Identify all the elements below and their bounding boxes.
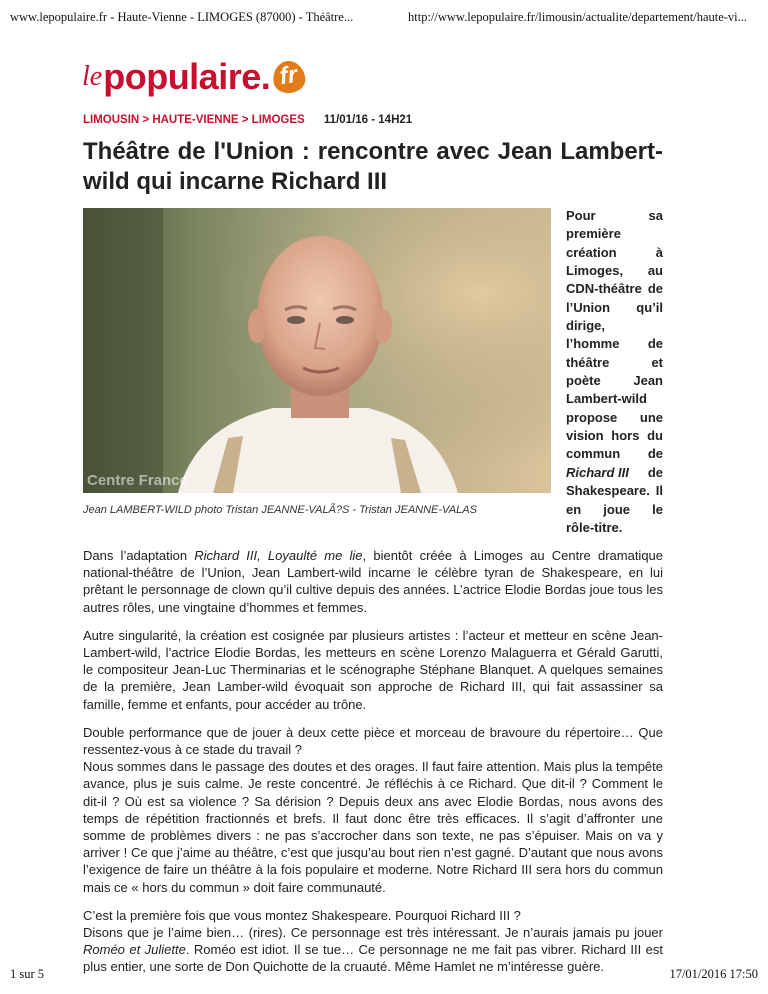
article-body [83,547,663,987]
lede-line: création à [566,244,663,260]
photo-caption: Jean LAMBERT-WILD photo Tristan JEANNE-VALÃ?S - Tristan JEANNE-VALAS [83,504,477,516]
logo-dot: . [260,56,271,97]
lede-line: première [566,226,621,242]
lede-line: dirige, [566,318,606,334]
print-page-url: http://www.lepopulaire.fr/limousin/actualite/departement/haute-vi... [408,10,748,24]
lede-line: Shakespeare. Il [566,483,663,499]
lede-line: Lambert-wild [566,391,647,407]
article-paragraph [83,724,663,896]
print-page-title: www.lepopulaire.fr - Haute-Vienne - LIMOGES (87000) - Théâtre... [10,10,354,24]
site-logo[interactable] [82,55,305,99]
lede-line: théâtre et [566,354,663,370]
page-count: 1 sur 5 [10,967,45,981]
interview-question: C’est la première fois que vous montez Shakespeare. Pourquoi Richard III ? [83,907,521,923]
article-paragraph: Autre singularité, la création est cosignée par plusieurs artistes : l’acteur et metteur en scène Jean-Lambert-wild, l’actrice Elodie Bordas, les metteurs en scène Lorenzo Malaguerra et Gérald Garutti, le compositeur Jean-Luc Therminarias et le scénographe Stéphane Blanquet. A quelques semaines de la première, Jean Lamber-wild évoquait son approche de Richard III, qui fait assassiner sa famille, femme et enfants, pour accéder au trône. [83,627,663,712]
print-datetime: 17/01/2016 17:50 [669,967,758,981]
lede-line: Pour sa [566,208,663,223]
logo-name: populaire [103,56,261,97]
interview-answer: Nous sommes dans le passage des doutes et des orages. Il faut faire attention. Mais plus la tempête avance, plus je suis calme. Je reste concentré. Je réfléchis à ce Richard. Que dit-il ? Comment le dit-il ? Où est sa violence ? Sa dérision ? Depuis deux ans avec Elodie Bordas, nous avons des temps de répétition fractionnés et brefs. Il faut donc être très efficaces. Il s’agit d’affronter une somme de problèmes divers : ne pas s’accrocher dans son texte, ne pas s’épuiser. Mais on va y arriver ! Ce que j’aime au théâtre, c’est que jusqu’au bout rien n’est gagné. D’autant que nous avons l’exigence de faire un théâtre à la fois populaire et moderne. Notre Richard III sera hors du commun mais ce « hors du commun » doit faire communauté. [83,759,663,895]
portrait-illustration [83,208,551,493]
lede-line: rôle-titre. [566,519,623,535]
lede-line: Limoges, au [566,263,663,279]
lede-line: CDN-théâtre de [566,281,663,297]
article-paragraph: Dans l’adaptation Richard III, Loyaulté me lie, bientôt créée à Limoges au Centre dramatique national-théâtre de l’Union, Jean Lambert-wild incarne le célèbre tyran de Shakespeare, en lui prêtant le personnage de clown qu’il cultive depuis des années. L’actrice Elodie Bordas joue tous les autres rôles, une vingtaine d’hommes et femmes. [83,548,664,615]
interview-answer: Disons que je l’aime bien… (rires). Ce personnage est très intéressant. Je n’aurais jamais pu jouer Roméo et Juliette. Roméo est idiot. Il se tue… Ce personnage ne me fait pas vibrer. Richard III est plus entier, une sorte de Don Quichotte de la cruauté. Même Hamlet ne m’intéresse guère. [83,925,663,975]
logo-tld-badge: fr [271,59,307,95]
lede-line: poète Jean [566,373,663,389]
lede-line: en joue le [566,501,663,517]
article-photo [83,208,551,493]
breadcrumb [83,114,412,126]
lede-line: Richard III de [566,464,663,480]
photo-watermark: Centre France [87,472,188,489]
article-paragraph [83,907,663,976]
lede-line: commun de [566,446,663,462]
lede-line: l’homme de [566,336,663,352]
breadcrumb-path[interactable]: LIMOUSIN > HAUTE-VIENNE > LIMOGES [83,114,305,126]
interview-question: Double performance que de jouer à deux cette pièce et morceau de bravoure du répertoire… Que ressentez-vous à ce stade du travail ? [83,724,663,758]
article-lede [566,207,663,537]
publish-date: 11/01/16 - 14H21 [323,114,413,126]
lede-line: l’Union qu’il [566,299,663,315]
article-title: Théâtre de l'Union : rencontre avec Jean Lambert-wild qui incarne Richard III [83,138,663,195]
lede-line: propose une [566,409,663,425]
lede-line: vision hors du [566,428,663,444]
logo-prefix: le [82,61,103,92]
